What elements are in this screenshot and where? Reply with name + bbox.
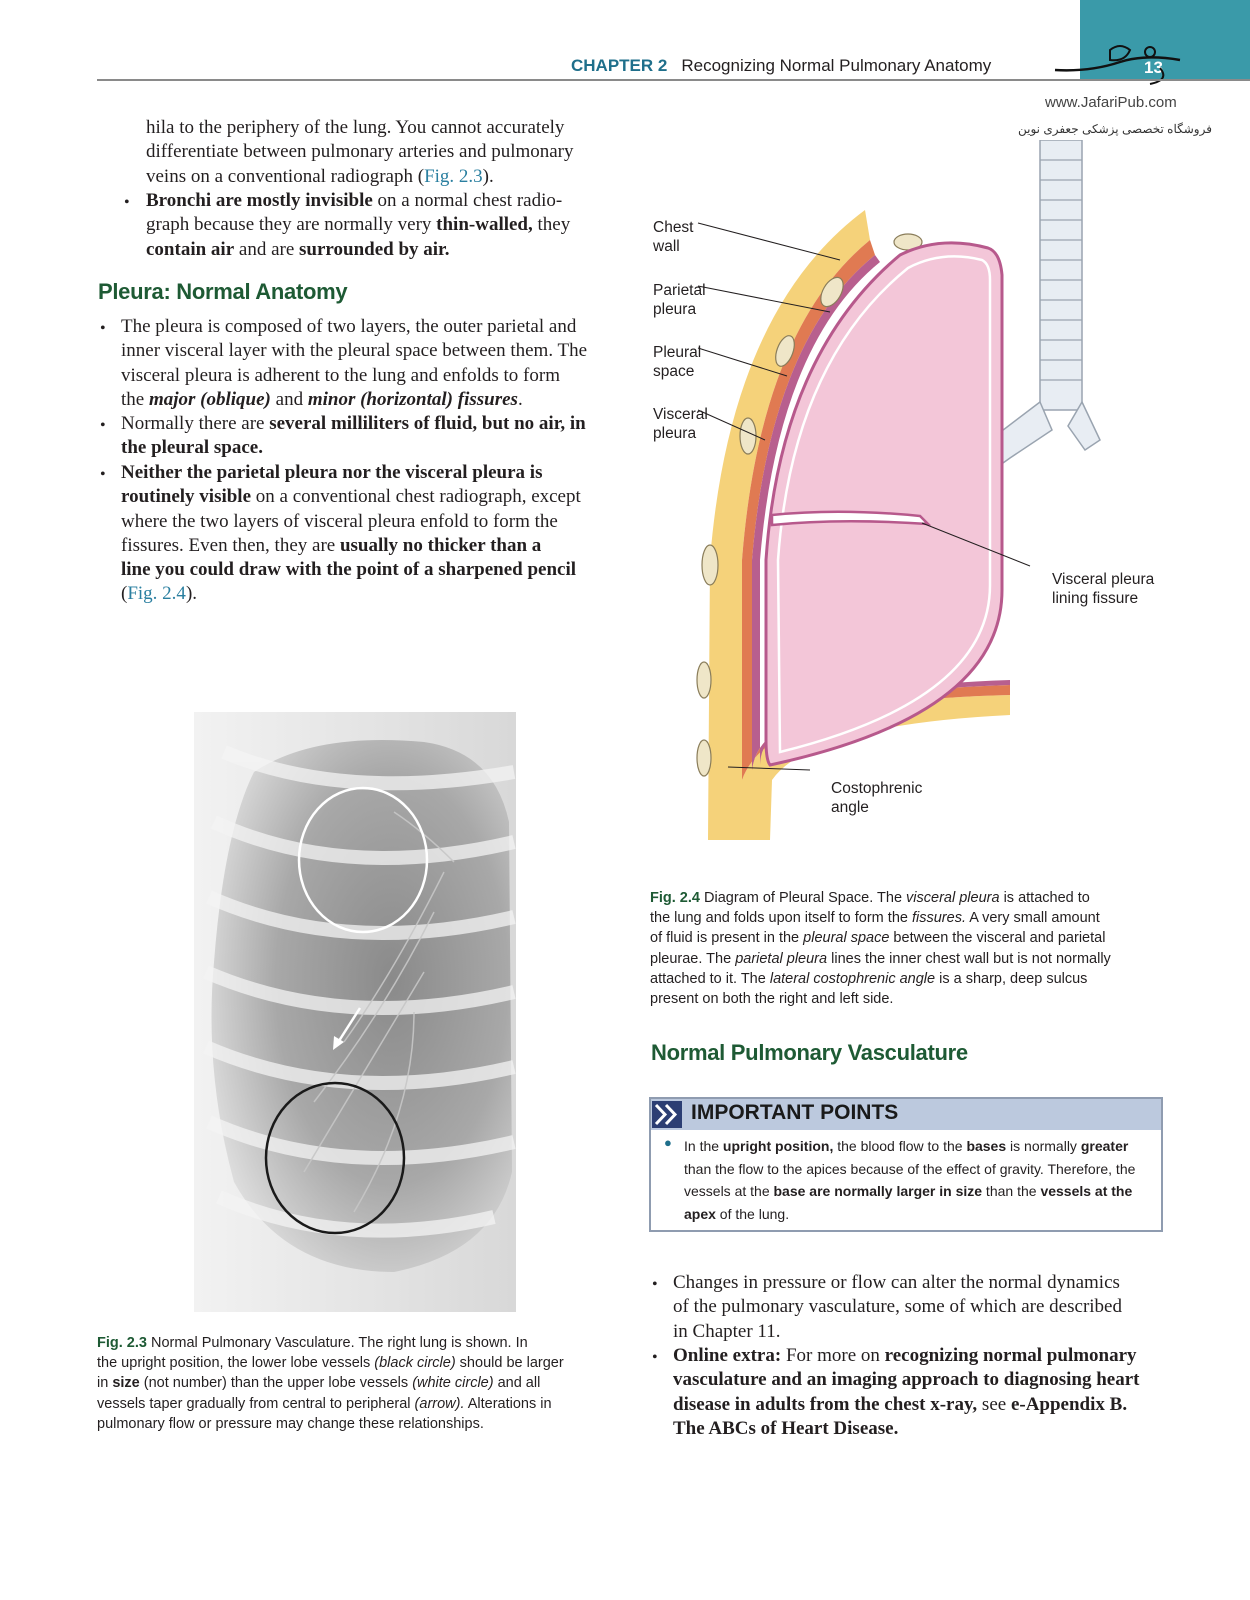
text-line: in Chapter 11. <box>673 1320 781 1342</box>
italic-text: parietal pleura <box>735 950 828 967</box>
text: is attached to <box>999 890 1090 906</box>
italic-text: pleural space <box>803 930 890 947</box>
header-rule <box>97 79 1250 81</box>
text-line <box>146 165 613 189</box>
label-line: angle <box>831 799 869 816</box>
label-costophrenic-angle <box>831 779 922 817</box>
pleura-bullet-2 <box>121 412 613 461</box>
bold-text: e-Appendix B. <box>1010 1393 1128 1415</box>
pleura-bullet-3 <box>121 461 613 607</box>
text-line: of the pulmonary vasculature, some of which are described <box>673 1296 1122 1318</box>
label-line: space <box>653 363 695 380</box>
bold-text: disease in adults from the chest x-ray, <box>673 1393 978 1415</box>
bullet-icon: • <box>100 417 106 434</box>
text: of fluid is present in the <box>650 930 804 947</box>
bold-text: upright position, <box>722 1138 834 1154</box>
fig-2-3-link[interactable]: Fig. 2.3 <box>424 165 483 187</box>
label-parietal-pleura <box>653 281 706 319</box>
text: pleurae. The <box>650 950 736 967</box>
label-visceral-fissure <box>1052 570 1154 608</box>
bold-text: surrounded by air. <box>299 238 450 260</box>
watermark-url: www.JafariPub.com <box>1045 94 1177 111</box>
fig-label: Fig. 2.4 <box>650 890 700 906</box>
caption-line <box>97 1394 613 1414</box>
caption-line <box>650 888 1164 908</box>
publisher-logo-icon <box>1050 40 1190 90</box>
bullet-icon: • <box>652 1276 658 1293</box>
text-line: than the flow to the apices because of the effect of gravity. Therefore, the <box>684 1160 1136 1177</box>
text: is a sharp, deep sulcus <box>935 970 1088 987</box>
caption-line <box>650 969 1164 989</box>
label-line: Visceral pleura <box>1052 571 1155 588</box>
italic-text: (black circle) <box>374 1355 456 1372</box>
pleural-space-diagram <box>690 140 1250 860</box>
text-line: the pleural space. <box>121 437 263 459</box>
label-line: Visceral <box>653 406 708 423</box>
italic-text: fissures. <box>911 910 966 927</box>
text-line: inner visceral layer with the pleural space between them. The <box>121 340 588 362</box>
running-header <box>571 56 991 76</box>
text: In the <box>684 1138 723 1154</box>
fig-2-4-link[interactable]: Fig. 2.4 <box>127 583 186 605</box>
chapter-title: Recognizing Normal Pulmonary Anatomy <box>681 56 992 75</box>
label-line: pleura <box>653 425 697 442</box>
bold-text: contain air <box>146 238 235 260</box>
text-line: Neither the parietal pleura nor the visceral pleura is <box>121 462 543 483</box>
pleura-heading: Pleura: Normal Anatomy <box>98 279 348 304</box>
text-line: line you could draw with the point of a sharpened pencil <box>121 559 576 581</box>
text-line: vasculature and an imaging approach to diagnosing heart <box>673 1369 1140 1391</box>
text: should be larger <box>455 1355 564 1372</box>
text: The <box>877 890 907 906</box>
text: on a conventional chest radiograph, except <box>251 486 581 508</box>
text: lines the inner chest wall but is not normally <box>827 950 1111 967</box>
important-points-text <box>684 1135 1152 1225</box>
text: and are <box>234 238 300 260</box>
text-line <box>673 1344 1165 1368</box>
label-line: wall <box>653 238 680 255</box>
text: vessels taper gradually from central to peripheral <box>97 1395 415 1412</box>
text-line: hila to the periphery of the lung. You cannot accurately <box>146 117 565 138</box>
text: the <box>121 388 149 410</box>
watermark-persian: فروشگاه تخصصی پزشکی جعفری نوین <box>1018 122 1212 136</box>
text-line: where the two layers of visceral pleura enfold to form the <box>121 510 558 532</box>
dynamics-bullet <box>673 1271 1165 1344</box>
label-pleural-space <box>653 343 701 381</box>
text: vessels at the <box>684 1183 774 1199</box>
bold-text: greater <box>1080 1138 1129 1154</box>
label-chest-wall <box>653 218 694 256</box>
text-line: differentiate between pulmonary arteries and pulmonary <box>146 141 574 163</box>
text: and <box>270 388 308 410</box>
text-line <box>684 1180 1152 1203</box>
bold-text: Bronchi are mostly invisible <box>146 190 373 211</box>
label-visceral-pleura <box>653 405 708 443</box>
bullet-icon: • <box>100 320 106 337</box>
text-line <box>146 189 613 213</box>
text: of the lung. <box>715 1205 790 1222</box>
caption-line <box>650 908 1164 928</box>
text: ). <box>482 165 494 187</box>
text: see <box>977 1393 1011 1415</box>
bold-text: vessels at the <box>1040 1183 1133 1199</box>
text-line <box>121 388 613 412</box>
caption-line: pulmonary flow or pressure may change these relationships. <box>97 1415 484 1432</box>
vasculature-heading: Normal Pulmonary Vasculature <box>651 1040 968 1065</box>
text-line <box>121 534 613 558</box>
italic-text: visceral pleura <box>906 890 1000 906</box>
text: they <box>532 214 571 236</box>
text-line: visceral pleura is adherent to the lung and enfolds to form <box>121 364 560 386</box>
bold-text: usually no thicker than a <box>339 534 542 556</box>
bold-italic-text: minor (horizontal) fissures <box>307 388 518 410</box>
bronchi-bullet <box>146 189 613 262</box>
text-line <box>673 1393 1165 1417</box>
label-line: Parietal <box>653 282 706 299</box>
bullet-icon: • <box>124 194 130 211</box>
fig-label: Fig. 2.3 <box>97 1335 147 1351</box>
label-line: Costophrenic <box>831 780 923 797</box>
text: the upright position, the lower lobe vessels <box>97 1355 375 1372</box>
text: and all <box>493 1375 541 1392</box>
bullet-icon: • <box>652 1349 658 1366</box>
italic-text: (arrow). <box>414 1395 465 1412</box>
continued-paragraph <box>146 116 613 189</box>
text-line <box>146 213 613 237</box>
bold-text: base are normally larger in size <box>773 1183 983 1199</box>
double-chevron-icon <box>652 1101 682 1128</box>
text: is normally <box>1006 1138 1081 1154</box>
text-line: The ABCs of Heart Disease. <box>673 1417 899 1439</box>
text-line: The pleura is composed of two layers, the outer parietal and <box>121 316 577 337</box>
text: Alterations in <box>464 1395 552 1412</box>
text-line: Changes in pressure or flow can alter the normal dynamics <box>673 1272 1120 1293</box>
bold-text: bases <box>966 1138 1007 1154</box>
bold-text: size <box>112 1375 140 1392</box>
chapter-label: CHAPTER 2 <box>571 56 668 75</box>
page-number: 13 <box>1144 58 1163 77</box>
bold-text: thin-walled, <box>436 214 533 236</box>
fig-title: Normal Pulmonary Vasculature. <box>151 1335 355 1351</box>
text: ). <box>185 583 198 605</box>
text: graph because they are normally very <box>146 214 437 236</box>
pleura-bullet-1 <box>121 315 613 412</box>
text-line <box>121 412 613 436</box>
caption-line <box>97 1333 613 1353</box>
text: than the <box>982 1183 1041 1199</box>
text: veins on a conventional radiograph ( <box>146 165 425 187</box>
text: the lung and folds upon itself to form the <box>650 910 912 927</box>
caption-line <box>97 1353 613 1373</box>
bullet-icon: ● <box>664 1135 672 1150</box>
text: in <box>97 1375 113 1392</box>
label-line: lining fissure <box>1052 590 1139 607</box>
text: The right lung is shown. In <box>358 1335 528 1351</box>
bold-text: Online extra: <box>673 1345 782 1366</box>
caption-line <box>97 1373 613 1393</box>
text: on a normal chest radio- <box>372 190 563 211</box>
text-line <box>684 1135 1152 1158</box>
text: the blood flow to the <box>833 1138 967 1154</box>
caption-line <box>650 949 1164 969</box>
text-line <box>146 238 613 262</box>
bold-text: several milliliters of fluid, but no air, in <box>269 413 586 434</box>
fig-2-3-caption <box>97 1333 613 1434</box>
bold-text: routinely visible <box>121 486 252 508</box>
text: attached to it. The <box>650 970 770 987</box>
fig-2-4-caption <box>650 888 1164 1009</box>
text: (not number) than the upper lobe vessels <box>139 1375 413 1392</box>
caption-line: present on both the right and left side. <box>650 991 894 1008</box>
text-line <box>684 1203 1152 1226</box>
chest-radiograph-image <box>194 712 516 1312</box>
label-line: Chest <box>653 219 694 236</box>
bold-text: apex <box>684 1205 716 1222</box>
text: A very small amount <box>965 910 1100 927</box>
bullet-icon: • <box>100 466 106 483</box>
important-points-title: IMPORTANT POINTS <box>691 1101 899 1124</box>
online-extra-bullet <box>673 1344 1165 1441</box>
text: . <box>517 388 523 410</box>
caption-line <box>650 928 1164 948</box>
text: between the visceral and parietal <box>889 930 1106 947</box>
fig-title: Diagram of Pleural Space. <box>704 890 874 906</box>
text: ( <box>121 583 128 605</box>
text-line <box>121 485 613 509</box>
text: fissures. Even then, they are <box>121 534 340 556</box>
text: Normally there are <box>121 413 270 434</box>
label-line: pleura <box>653 301 697 318</box>
bold-text: recognizing normal pulmonary <box>884 1345 1137 1366</box>
italic-text: (white circle) <box>412 1375 494 1392</box>
text-line <box>121 582 613 606</box>
italic-text: lateral costophrenic angle <box>769 970 936 987</box>
bold-italic-text: major (oblique) <box>148 388 271 410</box>
text: For more on <box>781 1345 885 1366</box>
label-line: Pleural <box>653 344 702 361</box>
